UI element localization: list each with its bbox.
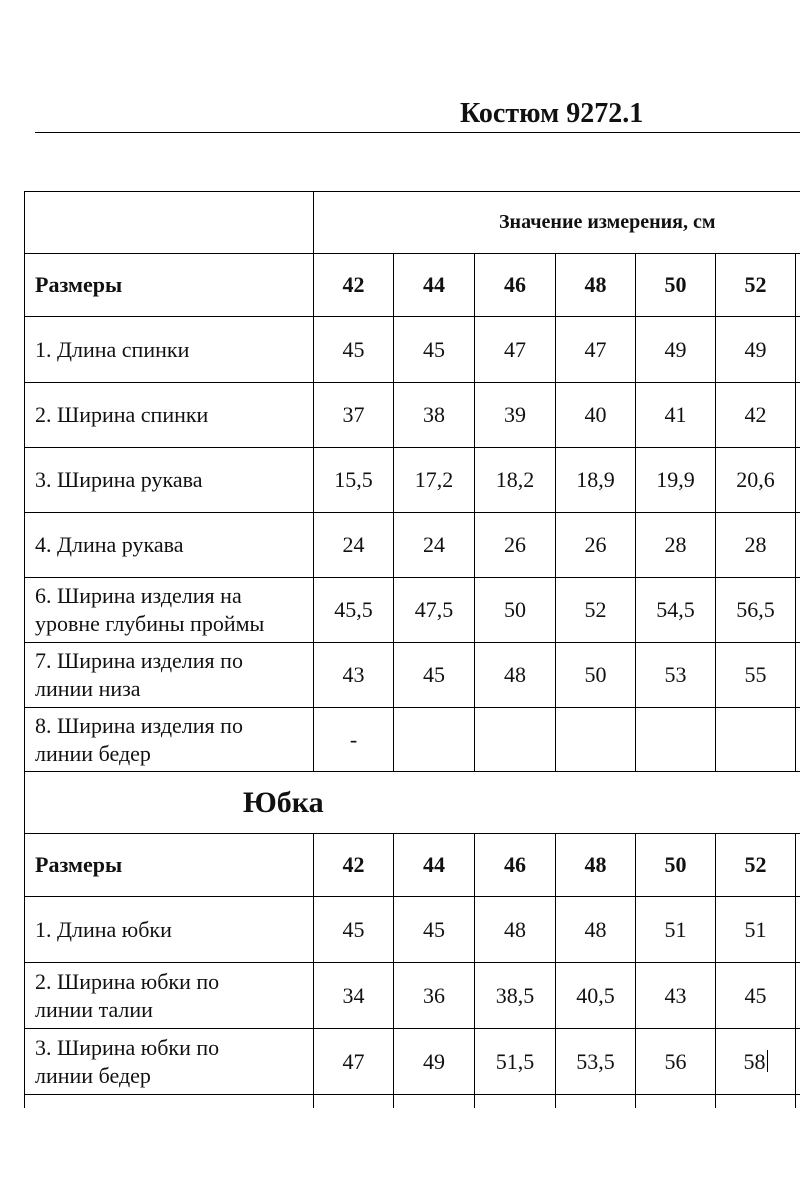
value-cell (796, 448, 800, 513)
value-cell (796, 1029, 800, 1095)
value-cell: 38 (394, 383, 475, 448)
row-label (25, 708, 314, 772)
table-row (25, 643, 800, 708)
row-label: 3. Ширина рукава (25, 448, 314, 513)
table-row (25, 317, 800, 383)
value-cell: 24 (394, 513, 475, 578)
value-cell (796, 578, 800, 643)
value-cell (716, 1095, 796, 1109)
table-row (25, 448, 800, 513)
document-title: Костюм 9272.1 (460, 98, 644, 129)
value-cell: 38,5 (475, 963, 556, 1029)
value-cell: 49 (716, 317, 796, 383)
value-cell: 28 (636, 513, 716, 578)
size-cell (796, 254, 800, 317)
row-label (25, 1095, 314, 1109)
corner-cell (25, 192, 314, 254)
row-label: 2. Ширина спинки (25, 383, 314, 448)
value-cell: 19,9 (636, 448, 716, 513)
table-row (25, 897, 800, 963)
row-label-line: 8. Ширина изделия по (35, 712, 243, 738)
table-row (25, 1029, 800, 1095)
value-cell: 47 (556, 317, 636, 383)
value-cell: 43 (636, 963, 716, 1029)
value-cell: 54,5 (636, 578, 716, 643)
table-row (25, 963, 800, 1029)
value-cell (796, 963, 800, 1029)
measure-header-row (25, 192, 800, 254)
sizes-row (25, 254, 800, 317)
row-label-line: 2. Ширина юбки по (35, 968, 220, 994)
value-cell: 51 (716, 897, 796, 963)
row-label-line: линии низа (35, 676, 141, 701)
value-cell: 51 (636, 897, 716, 963)
skirt-section-row (25, 772, 800, 834)
value-cell (796, 317, 800, 383)
value-cell (636, 708, 716, 772)
value-cell (796, 513, 800, 578)
value-cell: 48 (556, 897, 636, 963)
value-cell (556, 1095, 636, 1109)
size-cell: 50 (636, 834, 716, 897)
value-cell: 17,2 (394, 448, 475, 513)
value-cell: 24 (314, 513, 394, 578)
value-cell: 18,2 (475, 448, 556, 513)
value-cell: 50 (556, 643, 636, 708)
value-cell: 47 (314, 1029, 394, 1095)
table-row-cutoff (25, 1095, 800, 1109)
size-cell: 42 (314, 254, 394, 317)
value-cell: 41 (636, 383, 716, 448)
value-cell: 18,9 (556, 448, 636, 513)
row-label-line: линии талии (35, 996, 153, 1022)
table-row (25, 578, 800, 643)
value-cell: 42 (716, 383, 796, 448)
size-cell: 48 (556, 834, 636, 897)
row-label (25, 578, 314, 643)
value-cell: 45 (394, 317, 475, 383)
sizes-label: Размеры (25, 254, 314, 317)
row-label-line: линии бедер (35, 740, 151, 766)
value-cell: 49 (394, 1029, 475, 1095)
value-cell: 43 (314, 643, 394, 708)
value-cell: 53 (636, 643, 716, 708)
sizes-label: Размеры (25, 834, 314, 897)
value-cell (475, 708, 556, 772)
value-cell: 45,5 (314, 578, 394, 643)
value-cell: 49 (636, 317, 716, 383)
value-cell: 20,6 (716, 448, 796, 513)
value-cell: 39 (475, 383, 556, 448)
value-cell: 28 (716, 513, 796, 578)
text-cursor (767, 1050, 768, 1072)
row-label (25, 1029, 314, 1095)
value-cell: 50 (475, 578, 556, 643)
value-cell: 47 (475, 317, 556, 383)
size-cell: 42 (314, 834, 394, 897)
value-cell (796, 708, 800, 772)
size-chart-table (24, 191, 800, 1108)
value-cell: 53,5 (556, 1029, 636, 1095)
row-label (25, 963, 314, 1029)
value-cell: 45 (314, 317, 394, 383)
value-cell: 56 (636, 1029, 716, 1095)
row-label: 1. Длина юбки (25, 897, 314, 963)
section-title-skirt: Юбка (25, 772, 800, 834)
row-label: 1. Длина спинки (25, 317, 314, 383)
size-chart-sheet (24, 191, 800, 1108)
size-cell: 46 (475, 254, 556, 317)
value-cell (394, 1095, 475, 1109)
size-cell: 50 (636, 254, 716, 317)
value-cell: 26 (556, 513, 636, 578)
value-cell: 45 (394, 643, 475, 708)
value-cell (716, 708, 796, 772)
value-cell: 40 (556, 383, 636, 448)
size-cell (796, 834, 800, 897)
value-cell: 15,5 (314, 448, 394, 513)
value-cell (314, 1095, 394, 1109)
value-cell: 56,5 (716, 578, 796, 643)
size-cell: 48 (556, 254, 636, 317)
value-cell (796, 1095, 800, 1109)
value-cell (636, 1095, 716, 1109)
row-label-line: 6. Ширина изделия на (35, 583, 242, 608)
value-cell: 48 (475, 643, 556, 708)
value-cell (796, 897, 800, 963)
size-cell: 44 (394, 254, 475, 317)
value-cell (796, 643, 800, 708)
value-cell: 45 (314, 897, 394, 963)
value-cell: - (314, 708, 394, 772)
row-label: 4. Длина рукава (25, 513, 314, 578)
row-label (25, 643, 314, 708)
value-cell: 36 (394, 963, 475, 1029)
value-cell (716, 1029, 796, 1095)
row-label-line: уровне глубины проймы (35, 611, 265, 636)
row-label-line: линии бедер (35, 1062, 151, 1088)
value-cell: 37 (314, 383, 394, 448)
value-cell: 26 (475, 513, 556, 578)
value-cell (475, 1095, 556, 1109)
row-label-line: 7. Ширина изделия по (35, 648, 243, 673)
value-cell: 51,5 (475, 1029, 556, 1095)
value-text: 58 (743, 1048, 766, 1074)
table-row (25, 708, 800, 772)
row-label-line: 3. Ширина юбки по (35, 1034, 220, 1060)
table-row (25, 383, 800, 448)
value-cell: 47,5 (394, 578, 475, 643)
size-cell: 52 (716, 254, 796, 317)
sizes-row (25, 834, 800, 897)
table-row (25, 513, 800, 578)
title-underline (35, 132, 800, 133)
value-cell (796, 383, 800, 448)
value-cell: 55 (716, 643, 796, 708)
value-cell: 52 (556, 578, 636, 643)
value-cell: 34 (314, 963, 394, 1029)
value-cell: 40,5 (556, 963, 636, 1029)
size-cell: 52 (716, 834, 796, 897)
measure-header: Значение измерения, см (314, 192, 800, 254)
value-cell (556, 708, 636, 772)
value-cell (394, 708, 475, 772)
value-cell: 45 (716, 963, 796, 1029)
size-cell: 46 (475, 834, 556, 897)
value-cell: 45 (394, 897, 475, 963)
size-cell: 44 (394, 834, 475, 897)
value-cell: 48 (475, 897, 556, 963)
